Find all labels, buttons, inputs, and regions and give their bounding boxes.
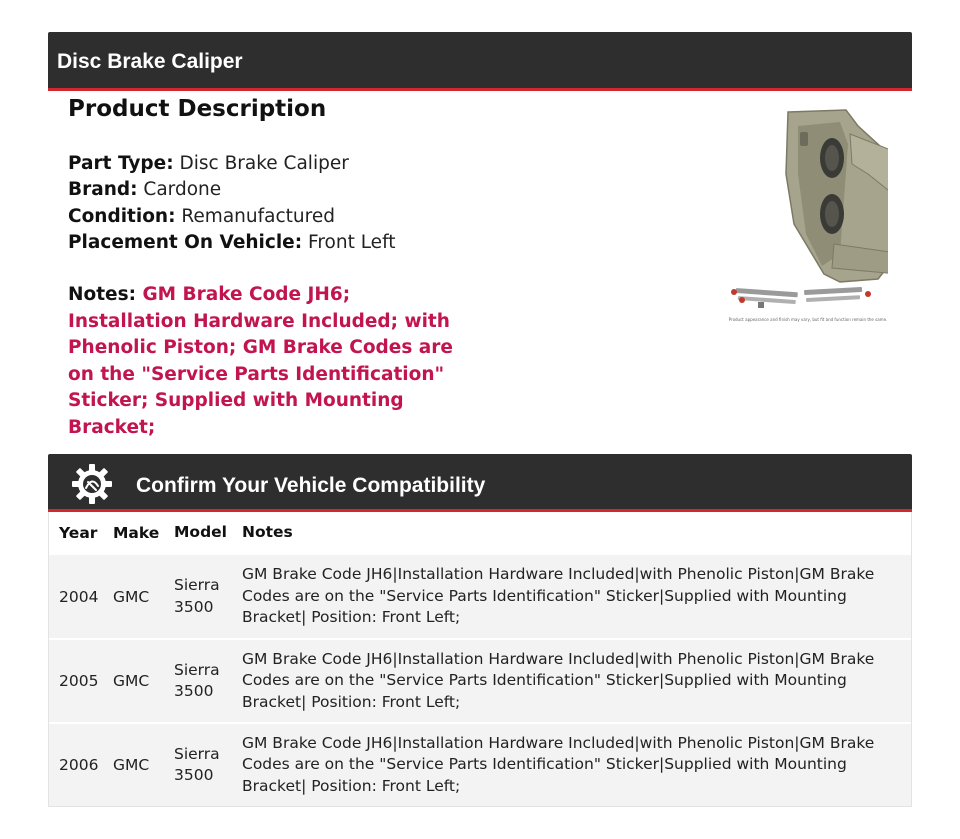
cell-model: Sierra 3500 (174, 660, 220, 700)
spec-value: Cardone (143, 179, 222, 201)
table-row (49, 638, 911, 722)
column-header-make: Make (113, 524, 160, 542)
column-header-year: Year (59, 524, 98, 542)
spec-list (68, 151, 396, 256)
spec-placement (68, 230, 396, 256)
table-row (49, 554, 911, 638)
brake-caliper-image[interactable] (728, 104, 888, 329)
compatibility-table (48, 512, 912, 807)
product-title: Disc Brake Caliper (57, 50, 243, 73)
spec-label: Brand: (68, 179, 138, 201)
spec-condition (68, 204, 396, 230)
spec-label: Condition: (68, 205, 176, 227)
notes-label: Notes: (68, 284, 136, 305)
spec-value: Disc Brake Caliper (179, 153, 349, 174)
compatibility-header-bar (48, 454, 912, 512)
product-description-heading: Product Description (68, 96, 327, 122)
spec-brand (68, 177, 396, 203)
column-header-notes: Notes (242, 523, 293, 542)
cell-make: GMC (113, 756, 150, 774)
table-header-row (49, 512, 911, 554)
spec-value: Remanufactured (181, 205, 335, 227)
product-header-bar (48, 32, 912, 91)
cell-notes: GM Brake Code JH6|Installation Hardware Included|with Phenolic Piston|GM Brake Codes are on the "Service Parts Identification" Sticker|Supplied with Mounting Bracket| Position: Front Left; (242, 733, 875, 795)
cell-model: Sierra 3500 (174, 744, 220, 784)
cell-make: GMC (113, 587, 150, 606)
cell-year: 2004 (59, 587, 99, 606)
spec-label: Placement On Vehicle: (68, 231, 303, 253)
product-notes (68, 282, 468, 441)
cell-model: Sierra 3500 (174, 576, 220, 616)
cell-notes: GM Brake Code JH6|Installation Hardware Included|with Phenolic Piston|GM Brake Codes are on the "Service Parts Identification" Sticker|Supplied with Mounting Bracket| Position: Front Left; (242, 565, 875, 627)
gear-car-icon (70, 462, 114, 506)
cell-make: GMC (113, 672, 150, 690)
spec-part-type (68, 151, 396, 177)
cell-year: 2005 (59, 672, 99, 690)
cell-notes: GM Brake Code JH6|Installation Hardware Included|with Phenolic Piston|GM Brake Codes are on the "Service Parts Identification" Sticker|Supplied with Mounting Bracket| Position: Front Left; (242, 649, 875, 711)
cell-year: 2006 (59, 756, 99, 774)
compatibility-title: Confirm Your Vehicle Compatibility (136, 474, 486, 497)
column-header-model: Model (174, 523, 227, 542)
notes-value: GM Brake Code JH6; Installation Hardware Included; with Phenolic Piston; GM Brake Codes are on the "Service Parts Identification" Sticker; Supplied with Mounting Bracket; (68, 284, 453, 438)
spec-label: Part Type: (68, 153, 174, 174)
spec-value: Front Left (308, 231, 396, 253)
image-caption: Product appearance and finish may vary, but fit and function remain the same. (728, 317, 888, 322)
table-row (49, 722, 911, 806)
